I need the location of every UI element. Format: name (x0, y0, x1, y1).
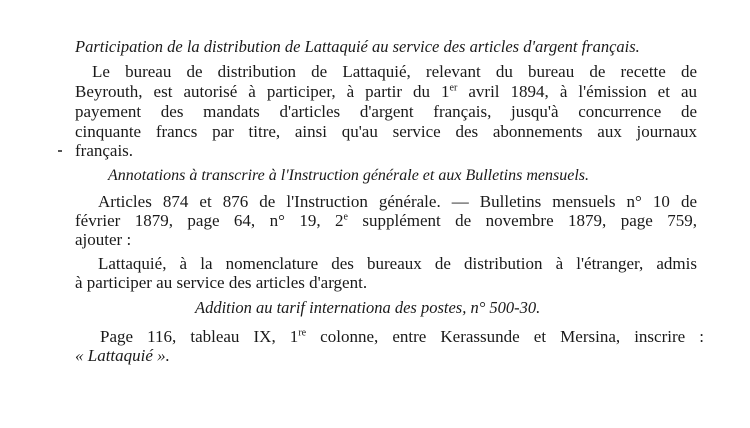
text-fragment: février 1879, page 64, n° 19, 2 (75, 211, 344, 230)
section-heading-annotations: Annotations à transcrire à l'Instruction générale et aux Bulletins mensuels. (108, 167, 589, 184)
superscript: re (298, 327, 307, 339)
text-fragment: colonne, entre Kerassunde et Mersina, inscrire : (306, 327, 704, 346)
paragraph-line (75, 82, 697, 102)
paragraph-line: Lattaquié, à la nomenclature des bureaux de distribution à l'étranger, admis (98, 254, 697, 273)
paragraph-line: Le bureau de distribution de Lattaquié, relevant du bureau de recette de (92, 62, 697, 81)
paragraph-line (100, 327, 704, 347)
paragraph-line: payement des mandats d'articles d'argent français, jusqu'à concurrence de (75, 102, 697, 121)
margin-mark (58, 150, 62, 152)
paragraph-line: à participer au service des articles d'argent. (75, 273, 368, 292)
superscript: er (449, 82, 458, 94)
paragraph-line: « Lattaquié ». (75, 346, 170, 365)
text-fragment: Beyrouth, est autorisé à participer, à partir du 1 (75, 82, 450, 101)
paragraph-line (75, 211, 697, 231)
text-fragment: avril 1894, à l'émission et au (457, 82, 697, 101)
section-heading-addition: Addition au tarif internationa des postes, n° 500-30. (195, 298, 541, 317)
paragraph-line: ajouter : (75, 230, 132, 249)
paragraph-line: cinquante francs par titre, ainsi qu'au service des abonnements aux journaux (75, 122, 697, 141)
text-fragment: supplément de novembre 1879, page 759, (347, 211, 697, 230)
section-heading-participation: Participation de la distribution de Lattaquié au service des articles d'argent français. (75, 37, 640, 56)
superscript: e (343, 211, 348, 223)
paragraph-line: français. (75, 141, 134, 160)
text-fragment: Page 116, tableau IX, 1 (100, 327, 299, 346)
paragraph-line: Articles 874 et 876 de l'Instruction générale. — Bulletins mensuels n° 10 de (98, 192, 697, 211)
